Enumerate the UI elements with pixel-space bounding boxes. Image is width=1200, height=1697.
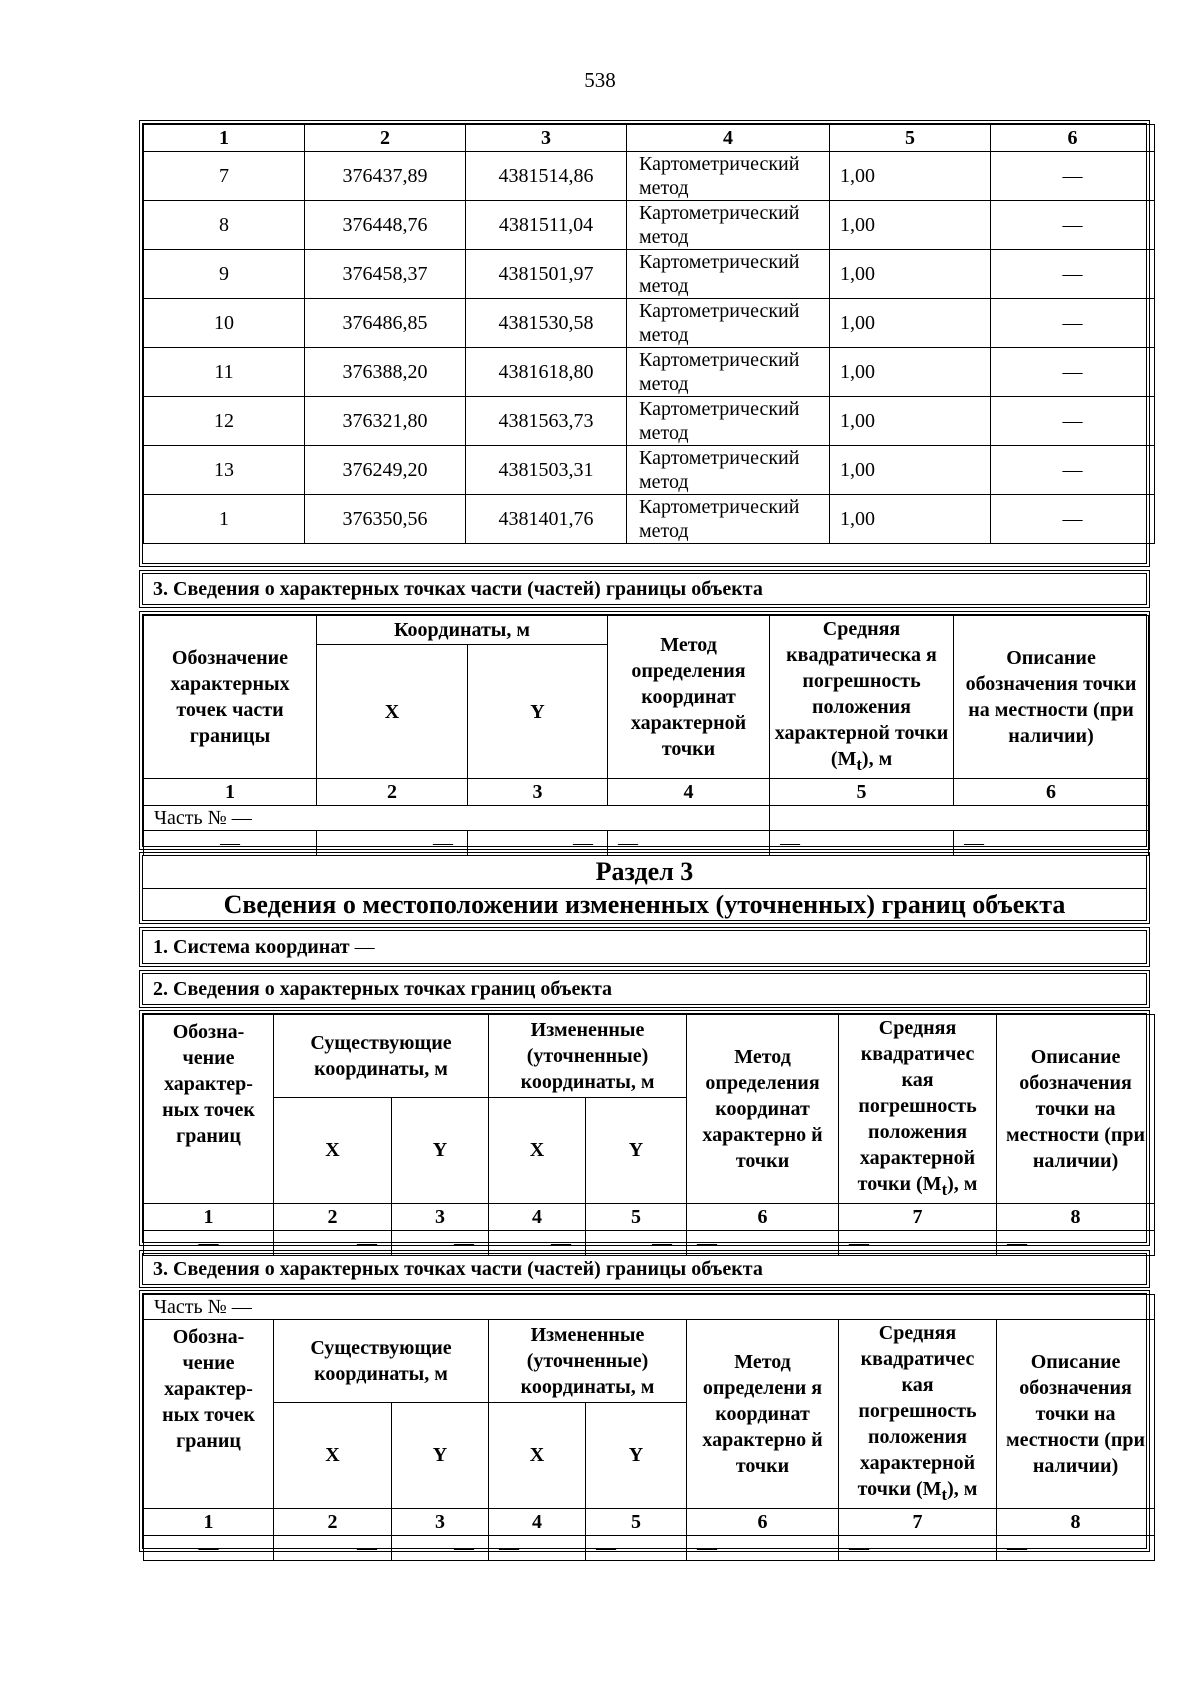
cell-n: 13 [144, 446, 305, 495]
cell-n: 1 [144, 495, 305, 544]
col-num: 7 [839, 1204, 997, 1231]
cell-y: 4381511,04 [466, 201, 627, 250]
dash-cell: — [144, 1536, 274, 1561]
coord-system [143, 931, 1146, 963]
s3p3-header-mt-text: Средняя квадратичес кая погрешность положения характерной точки (M [857, 1322, 977, 1500]
section3-heading [139, 852, 1150, 924]
dash-cell: — [144, 1231, 274, 1256]
dash-cell: — [317, 831, 468, 856]
dash-cell: — [586, 1231, 687, 1256]
cell-x: 376448,76 [305, 201, 466, 250]
cell-y: 4381530,58 [466, 299, 627, 348]
s3p3-header-mt [839, 1320, 997, 1509]
cell-y: 4381618,80 [466, 348, 627, 397]
cell-desc: — [991, 446, 1155, 495]
coord-system-value: — [354, 935, 375, 958]
s3p3-header-y1: Y [392, 1402, 489, 1508]
col-num: 1 [144, 1509, 274, 1536]
header-mt-text: Средняя квадратическа я погрешность положения характерной точки (M [774, 618, 949, 770]
s3-header-y2: Y [586, 1097, 687, 1203]
cell-desc: — [991, 348, 1155, 397]
cell-y: 4381503,31 [466, 446, 627, 495]
cell-method: Картометрический метод [627, 201, 830, 250]
col-num: 5 [770, 779, 954, 806]
section2-part3-table [139, 611, 1150, 854]
dash-cell: — [392, 1536, 489, 1561]
header-y: Y [468, 645, 608, 779]
s3p3-header-mt-sub: t [941, 1485, 948, 1504]
col-num: 4 [627, 125, 830, 152]
dash-cell: — [586, 1536, 687, 1561]
dash-cell: — [839, 1536, 997, 1561]
header-coords: Координаты, м [317, 616, 608, 645]
cell-mt: 1,00 [830, 201, 991, 250]
dash-cell: — [608, 831, 770, 856]
dash-cell: — [489, 1231, 586, 1256]
col-num: 8 [997, 1509, 1155, 1536]
cell-desc: — [991, 495, 1155, 544]
table-row [144, 152, 1155, 201]
s3p3-header-x1: X [274, 1402, 392, 1508]
dash-cell: — [687, 1231, 839, 1256]
col-num: 5 [586, 1204, 687, 1231]
cell-x: 376350,56 [305, 495, 466, 544]
table-row [144, 201, 1155, 250]
col-num: 2 [305, 125, 466, 152]
cell-n: 12 [144, 397, 305, 446]
cell-n: 9 [144, 250, 305, 299]
section3-part2-table [139, 1010, 1150, 1254]
col-num: 6 [954, 779, 1149, 806]
col-num: 6 [687, 1509, 839, 1536]
s3p3-header-desc: Описание обозначения точки на местности (при наличии) [997, 1320, 1155, 1509]
cell-mt: 1,00 [830, 348, 991, 397]
table-row [144, 299, 1155, 348]
header-method: Метод определения координат характерной точки [608, 616, 770, 779]
cell-method: Картометрический метод [627, 397, 830, 446]
dash-cell: — [144, 831, 317, 856]
table-row [144, 250, 1155, 299]
s3-header-mt-text-end: ), м [947, 1173, 978, 1195]
s3p3-header-existing: Существующие координаты, м [274, 1320, 489, 1403]
s3-header-x2: X [489, 1097, 586, 1203]
cell-desc: — [991, 152, 1155, 201]
dash-cell: — [274, 1536, 392, 1561]
dash-cell: — [468, 831, 608, 856]
header-mt-text-end: ), м [861, 748, 893, 770]
col-num: 5 [830, 125, 991, 152]
s3-header-mt-sub: t [941, 1180, 948, 1199]
cell-desc: — [991, 397, 1155, 446]
page-number: 538 [584, 68, 616, 92]
s3-header-designation: Обозна-чение характер-ных точек границ [144, 1015, 274, 1204]
cell-y: 4381563,73 [466, 397, 627, 446]
cell-n: 10 [144, 299, 305, 348]
col-num: 1 [144, 125, 305, 152]
s3-header-mt-text: Средняя квадратичес кая погрешность положения характерной точки (M [857, 1017, 977, 1195]
s3-header-changed: Измененные (уточненные) координаты, м [489, 1015, 687, 1098]
table-row [144, 446, 1155, 495]
dash-cell: — [954, 831, 1149, 856]
section3-part3-title: 3. Сведения о характерных точках части (частей) границы объекта [153, 1257, 763, 1280]
cell-x: 376486,85 [305, 299, 466, 348]
cell-mt: 1,00 [830, 397, 991, 446]
col-num: 3 [466, 125, 627, 152]
table-row [144, 348, 1155, 397]
col-num: 6 [687, 1204, 839, 1231]
col-num: 2 [274, 1204, 392, 1231]
part-label-empty [770, 806, 1149, 831]
dash-cell: — [274, 1231, 392, 1256]
s3-header-mt [839, 1015, 997, 1204]
s3p3-header-designation: Обозна-чение характер-ных точек границ [144, 1320, 274, 1509]
cell-x: 376458,37 [305, 250, 466, 299]
cell-method: Картометрический метод [627, 348, 830, 397]
header-mt [770, 616, 954, 779]
header-x: X [317, 645, 468, 779]
cell-mt: 1,00 [830, 152, 991, 201]
s3p3-header-y2: Y [586, 1402, 687, 1508]
s3p3-header-x2: X [489, 1402, 586, 1508]
section3-part2-title: 2. Сведения о характерных точках границ объекта [153, 977, 613, 1000]
dash-cell: — [997, 1231, 1155, 1256]
dash-cell: — [770, 831, 954, 856]
column-numbers-row [144, 125, 1155, 152]
s3-header-y1: Y [392, 1097, 489, 1203]
header-designation: Обозначение характерных точек части границы [144, 616, 317, 779]
coord-system-label: 1. Система координат [153, 935, 350, 958]
cell-x: 376388,20 [305, 348, 466, 397]
cell-n: 11 [144, 348, 305, 397]
cell-desc: — [991, 299, 1155, 348]
col-num: 1 [144, 1204, 274, 1231]
cell-desc: — [991, 250, 1155, 299]
cell-mt: 1,00 [830, 299, 991, 348]
cell-mt: 1,00 [830, 446, 991, 495]
s3p3-header-method: Метод определени я координат характерно й точки [687, 1320, 839, 1509]
header-mt-sub: t [856, 755, 862, 774]
cell-method: Картометрический метод [627, 250, 830, 299]
s3p3-header-changed: Измененные (уточненные) координаты, м [489, 1320, 687, 1403]
points-table [139, 120, 1150, 567]
cell-x: 376321,80 [305, 397, 466, 446]
coord-system-box [139, 927, 1150, 967]
dash-cell: — [839, 1231, 997, 1256]
cell-y: 4381401,76 [466, 495, 627, 544]
col-num: 2 [274, 1509, 392, 1536]
cell-n: 7 [144, 152, 305, 201]
col-num: 7 [839, 1509, 997, 1536]
s3-header-desc: Описание обозначения точки на местности (при наличии) [997, 1015, 1155, 1204]
section3-part3-title-box [139, 1250, 1150, 1288]
section3-part3-table [139, 1290, 1150, 1559]
col-num: 5 [586, 1509, 687, 1536]
section3-subtitle: Сведения о местоположении измененных (уточненных) границ объекта [223, 890, 1066, 919]
s3-header-existing: Существующие координаты, м [274, 1015, 489, 1098]
col-num: 3 [392, 1509, 489, 1536]
s3p3-header-mt-text-end: ), м [947, 1478, 978, 1500]
cell-n: 8 [144, 201, 305, 250]
s3-header-method: Метод определения координат характерно й точки [687, 1015, 839, 1204]
col-num: 6 [991, 125, 1155, 152]
col-num: 2 [317, 779, 468, 806]
header-desc: Описание обозначения точки на местности (при наличии) [954, 616, 1149, 779]
cell-mt: 1,00 [830, 495, 991, 544]
col-num: 1 [144, 779, 317, 806]
cell-y: 4381501,97 [466, 250, 627, 299]
section2-part3-title: 3. Сведения о характерных точках части (частей) границы объекта [153, 577, 763, 600]
part-label: Часть № — [144, 806, 770, 831]
cell-mt: 1,00 [830, 250, 991, 299]
s3-header-x1: X [274, 1097, 392, 1203]
cell-method: Картометрический метод [627, 299, 830, 348]
col-num: 4 [489, 1509, 586, 1536]
dash-cell: — [392, 1231, 489, 1256]
dash-cell: — [687, 1536, 839, 1561]
table-row [144, 397, 1155, 446]
dash-cell: — [997, 1536, 1155, 1561]
s3-part-label: Часть № — [144, 1295, 1155, 1320]
table-row [144, 495, 1155, 544]
col-num: 4 [489, 1204, 586, 1231]
dash-cell: — [489, 1536, 586, 1561]
cell-method: Картометрический метод [627, 152, 830, 201]
col-num: 3 [392, 1204, 489, 1231]
cell-desc: — [991, 201, 1155, 250]
col-num: 4 [608, 779, 770, 806]
cell-x: 376249,20 [305, 446, 466, 495]
section2-part3-title-box [139, 570, 1150, 608]
cell-x: 376437,89 [305, 152, 466, 201]
cell-method: Картометрический метод [627, 495, 830, 544]
col-num: 3 [468, 779, 608, 806]
section3-title: Раздел 3 [143, 856, 1146, 889]
cell-method: Картометрический метод [627, 446, 830, 495]
cell-y: 4381514,86 [466, 152, 627, 201]
col-num: 8 [997, 1204, 1155, 1231]
section3-part2-title-box [139, 970, 1150, 1008]
